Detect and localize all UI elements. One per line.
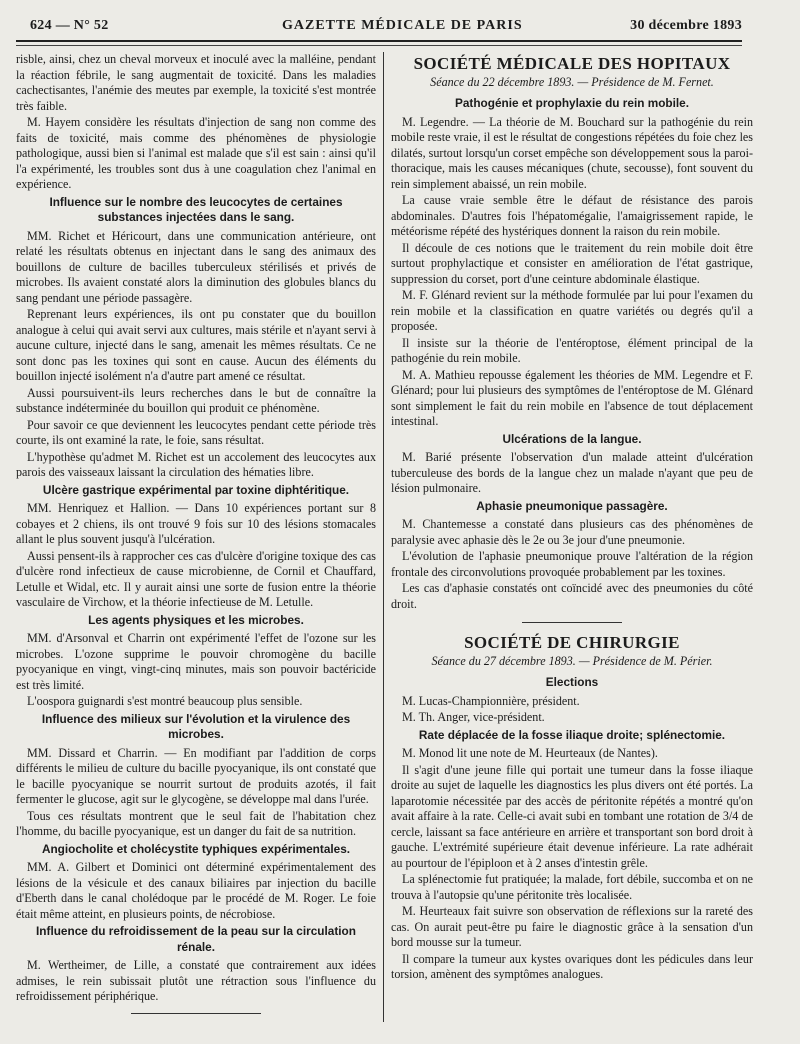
paragraph: Il découle de ces notions que le traitement du rein mobile doit être surtout prophylactique et consister en amélioration de l'état gastrique, suppression du corset, port d'une ceinture abdominale élastique.: [391, 240, 753, 286]
paragraph: M. A. Mathieu repousse également les théories de MM. Legendre et F. Glénard; pour lui plusieurs des symptômes de l'entéroptose de M. Glénard sont simplement le fait du rein mobile en l'absence de tout déplacement intestinal.: [391, 367, 753, 428]
paragraph: Reprenant leurs expériences, ils ont pu constater que du bouillon analogue à celui qui avait servi aux cultures, mais stérile et n'ayant servi à aucune culture, injecté dans le sang, amenait les mêmes résultats. Ce ne sont donc pas les toxines qui sont en cause. Aucun des éléments du bouillon injecté isolément n'a d'autre part amené ce résultat.: [16, 307, 376, 383]
paragraph: L'oospora guignardi s'est montré beaucoup plus sensible.: [27, 694, 303, 708]
society-title: SOCIÉTÉ MÉDICALE DES HOPITAUX: [413, 54, 731, 73]
section-heading: Ulcère gastrique expérimental par toxine diphtéritique.: [42, 482, 350, 497]
section-heading: Ulcérations de la langue.: [502, 431, 642, 446]
section-heading: Rate déplacée de la fosse iliaque droite; splénectomie.: [418, 727, 726, 742]
paragraph: Aussi poursuivent-ils leurs recherches dans le but de connaître la substance indéterminée du bouillon qui produit ce phénomène.: [16, 385, 376, 415]
section-rule: [522, 622, 622, 623]
column-divider: [383, 52, 384, 1022]
paragraph: M. Chantemesse a constaté dans plusieurs cas des phénomènes de paralysie avec aphasie dès le 2e ou 3e jour d'une pneumonie.: [391, 517, 753, 547]
header-rule-thin: [16, 45, 742, 46]
header-rule: [16, 40, 742, 42]
paragraph: Tous ces résultats montrent que le seul fait de l'habitation chez l'homme, du bacille pyocyanique, est un danger du fait de sa nutrition.: [16, 808, 376, 838]
paragraph: Il compare la tumeur aux kystes ovariques dont les pédicules dans leur torsion, amènent des symptômes analogues.: [391, 951, 753, 981]
paragraph: La cause vraie semble être le défaut de résistance des parois abdominales. D'autres fois l'hépatomégalie, l'amaigrissement rapide, le météorisme répété des hystériques donnent la raison du rein mobile.: [391, 193, 753, 238]
section-heading: Aphasie pneumonique passagère.: [476, 498, 668, 513]
journal-title: GAZETTE MÉDICALE DE PARIS: [282, 18, 523, 33]
page-header: [16, 14, 742, 36]
session-line: Séance du 22 décembre 1893. — Présidence de M. Fernet.: [430, 74, 714, 89]
section-heading: Pathogénie et prophylaxie du rein mobile.: [454, 96, 689, 110]
paragraph: Les cas d'aphasie constatés ont coïncidé avec des pneumonies du côté droit.: [391, 581, 753, 611]
paragraph: L'hypothèse qu'admet M. Richet est un accolement des leucocytes aux parois des vaisseaux laissant la circulation des hématies libre.: [16, 449, 376, 479]
paragraph: MM. d'Arsonval et Charrin ont expérimenté l'effet de l'ozone sur les microbes. L'ozone supprime le pouvoir chromogène du bacille pyocyanique en vingt, vingt-cinq minutes, mais son pouvoir bactéricide est très limité.: [16, 631, 376, 692]
issue-date: 30 décembre 1893: [630, 18, 742, 33]
end-rule: [131, 1013, 261, 1014]
paragraph: MM. A. Gilbert et Dominici ont déterminé expérimentalement des lésions de la vésicule et des canaux biliaires par injection du bacille d'Eberth dans le canal cholédoque par le procédé de M. Roger. Le foie était même atteint, en plusieurs points, de nécrobiose.: [16, 860, 376, 921]
paragraph: Pour savoir ce que deviennent les leucocytes pendant cette période très courte, ils ont examiné la rate, le foie, sans résultat.: [16, 417, 376, 447]
paragraph: M. Legendre. — La théorie de M. Bouchard sur la pathogénie du rein mobile reste vraie, il est le résultat de congestions répétées du foie chez les dilatés, surtout lorsqu'un corset empêche son développement sous la paroi-thoracique, mais les causes mécaniques (chute, secousse), font souvent du rein simplement abaissé, un rein mobile.: [391, 114, 754, 191]
paragraph: L'évolution de l'aphasie pneumonique prouve l'altération de la région frontale des circonvolutions provoquée probablement par les toxines.: [391, 549, 753, 579]
paragraph: Il insiste sur la théorie de l'entéroptose, élément principal de la pathogénie du rein mobile.: [391, 335, 753, 365]
paragraph: MM. Dissard et Charrin. — En modifiant par l'addition de corps différents le milieu de culture du bacille pyocyanique, ils ont constaté que le bacille pyocyanique se nourrit surtout de produits azotés, il fait fermenter le glucose, agit sur le glycogène, se développe mal dans l'urée.: [16, 745, 376, 806]
paragraph: M. F. Glénard revient sur la méthode formulée par lui pour l'examen du rein mobile et la classification en quatre variétés ou degrés qu'il a proposée.: [391, 288, 753, 333]
paragraph: M. Barié présente l'observation d'un malade atteint d'ulcération tuberculeuse des bords de la langue chez un malade n'ayant que peu de lésion pulmonaire.: [391, 450, 753, 495]
right-column: [391, 52, 753, 984]
paragraph: MM. Henriquez et Hallion. — Dans 10 expériences portant sur 8 cobayes et 2 chiens, ils ont trouvé 9 fois sur 10 des lésions stomacales allant le plus souvent jusqu'à l'ulcération.: [16, 501, 376, 546]
left-column: [16, 52, 376, 1014]
section-heading: Influence sur le nombre des leucocytes de certaines substances injectées dans le sang.: [49, 194, 343, 224]
paragraph: MM. Richet et Héricourt, dans une communication antérieure, ont relaté les résultats obtenus en injectant dans le sang des animaux des bouillons de culture de bacilles tuberculeux stérilisés et privés de microbes. Ils avaient constaté alors la diminution des globules blancs du sang pendant une période passagère.: [16, 228, 376, 305]
page-number: 624 — N° 52: [30, 18, 109, 33]
section-heading: Les agents physiques et les microbes.: [88, 612, 304, 627]
paragraph: M. Heurteaux fait suivre son observation de réflexions sur la rareté des cas. On aurait peut-être pu faire le diagnostic grâce à la sensation d'un bord mousse sur la tumeur.: [391, 904, 753, 949]
section-heading: Angiocholite et cholécystite typhiques expérimentales.: [41, 841, 351, 856]
paragraph: M. Hayem considère les résultats d'injection de sang non comme des faits de toxicité, mais comme des phénomènes de physiologie pathologique, aussi bien si l'animal est malade que s'il est sain : ainsi qu'il l'a expérimenté, les troubles sont dus à une coagulation chez l'animal en expérience.: [16, 115, 376, 191]
election-entry: M. Th. Anger, vice-président.: [402, 710, 545, 724]
section-heading: Elections: [545, 675, 599, 689]
paragraph: Aussi pensent-ils à rapprocher ces cas d'ulcère d'origine toxique des cas d'ulcère rond infectieux de cause microbienne, de Cornil et Chauffard, Letulle et Widal, etc. Il y aurait ainsi une sorte de fusion entre la théorie vasculaire de Virchow, et la théorie infectieuse de M. Letulle.: [16, 548, 376, 609]
paragraph: Il s'agit d'une jeune fille qui portait une tumeur dans la fosse iliaque droite au sujet de laquelle les diagnostics les plus divers ont été portés. La laparotomie nécessitée par des accès de péritonite répétés a montré qu'on avait affaire à la rate. Celle-ci avait subi en tombant une rotation de 3/4 de cercle, laissant sa face antérieure en arrière et transportant son bord droit à gauche. L'extrémité supérieure était devenue inférieure. La rate adhérait au pourtour de l'épiploon et à 2 anses d'intestin grêle.: [391, 762, 753, 870]
paragraph: M. Monod lit une note de M. Heurteaux (de Nantes).: [402, 746, 658, 760]
section-heading: Influence du refroidissement de la peau sur la circulation rénale.: [36, 924, 356, 954]
paragraph: risble, ainsi, chez un cheval morveux et inoculé avec la malléine, pendant la réaction fébrile, le sang augmentait de toxicité. Dans les maladies cachectisantes, l'anémie des meutes par exemple, la toxicité s'est montrée très faible.: [16, 52, 376, 113]
paragraph: M. Wertheimer, de Lille, a constaté que contrairement aux idées admises, le rein subissait plutôt une rétraction sous l'influence du refroidissement périphérique.: [16, 958, 376, 1003]
paragraph: La splénectomie fut pratiquée; la malade, fort débile, succomba et on ne trouva à l'autopsie qu'une péritonite très localisée.: [391, 872, 753, 902]
society-title: SOCIÉTÉ DE CHIRURGIE: [464, 633, 680, 652]
section-heading: Influence des milieux sur l'évolution et la virulence des microbes.: [41, 711, 351, 741]
election-entry: M. Lucas-Championnière, président.: [402, 693, 580, 708]
session-line: Séance du 27 décembre 1893. — Présidence de M. Périer.: [431, 653, 713, 668]
